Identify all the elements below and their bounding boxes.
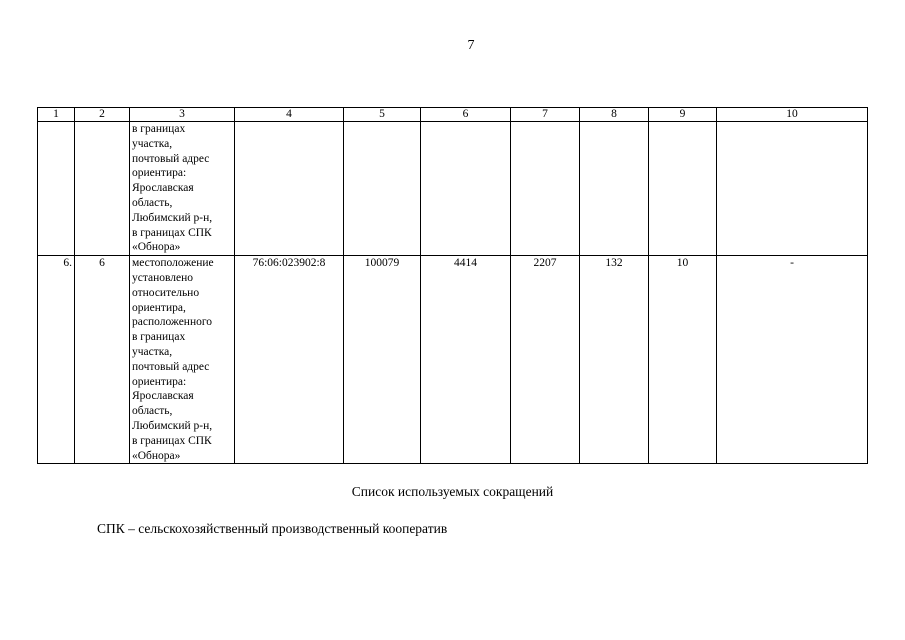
header-col-6: 6 bbox=[421, 108, 511, 122]
page-number: 7 bbox=[467, 38, 475, 53]
cell-value-6: 4414 bbox=[421, 256, 511, 464]
cell-empty bbox=[38, 122, 75, 256]
header-col-2: 2 bbox=[75, 108, 130, 122]
abbreviations-heading: Список используемых сокращений bbox=[351, 484, 554, 499]
cell-empty bbox=[235, 122, 344, 256]
cell-empty bbox=[75, 122, 130, 256]
cell-empty bbox=[717, 122, 868, 256]
cell-location: местоположение установлено относительно ориентира, расположенного в границах участка, почтовый адрес ориентира: Ярославская область, Любимский р-н, в границах СПК «Обнора» bbox=[130, 256, 235, 464]
abbreviation-item: СПК – сельскохозяйственный производственный кооператив bbox=[97, 521, 448, 536]
header-col-7: 7 bbox=[511, 108, 580, 122]
cell-empty bbox=[511, 122, 580, 256]
cell-value-7: 2207 bbox=[511, 256, 580, 464]
table-row-6 bbox=[38, 256, 868, 464]
cell-empty bbox=[649, 122, 717, 256]
cell-cadastral-number: 76:06:023902:8 bbox=[235, 256, 344, 464]
cell-location-continued: в границах участка, почтовый адрес ориентира: Ярославская область, Любимский р-н, в границах СПК «Обнора» bbox=[130, 122, 235, 256]
cell-empty bbox=[580, 122, 649, 256]
cell-empty bbox=[421, 122, 511, 256]
cell-empty bbox=[344, 122, 421, 256]
cell-plot-number: 6 bbox=[75, 256, 130, 464]
cell-value-5: 100079 bbox=[344, 256, 421, 464]
header-col-4: 4 bbox=[235, 108, 344, 122]
table-header-row bbox=[38, 108, 868, 122]
cell-value-9: 10 bbox=[649, 256, 717, 464]
land-plots-table bbox=[37, 107, 868, 464]
header-col-10: 10 bbox=[717, 108, 868, 122]
cell-value-8: 132 bbox=[580, 256, 649, 464]
cell-value-10: - bbox=[717, 256, 868, 464]
cell-row-number: 6. bbox=[38, 256, 75, 464]
header-col-5: 5 bbox=[344, 108, 421, 122]
table-row-continuation bbox=[38, 122, 868, 256]
header-col-1: 1 bbox=[38, 108, 75, 122]
header-col-3: 3 bbox=[130, 108, 235, 122]
header-col-8: 8 bbox=[580, 108, 649, 122]
header-col-9: 9 bbox=[649, 108, 717, 122]
